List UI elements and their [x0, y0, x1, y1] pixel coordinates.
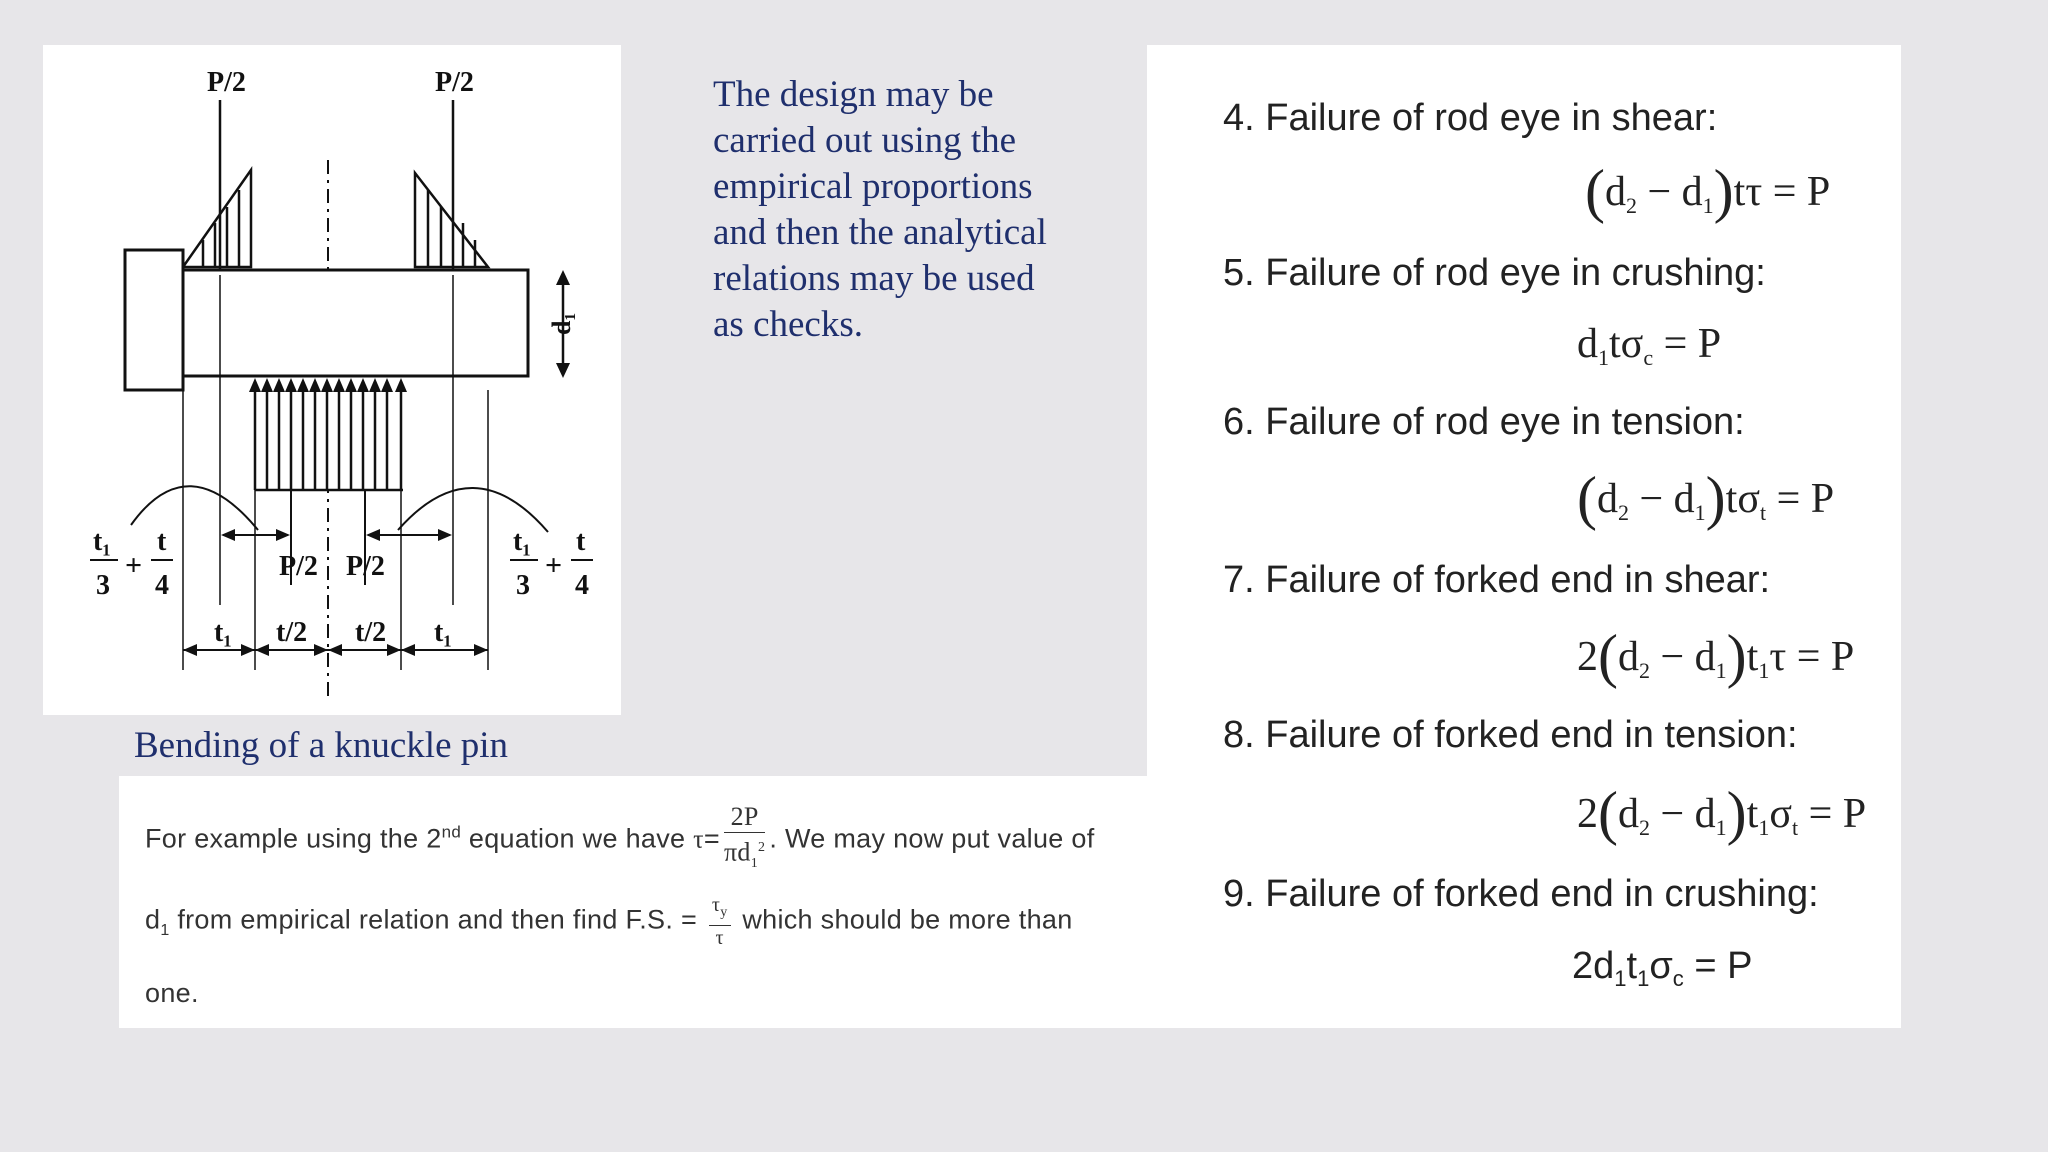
knuckle-pin-diagram [43, 45, 621, 715]
example-line-3: one. [145, 978, 199, 1008]
fs-fraction: $\frac{\tau_y}{\tau}$ [709, 893, 731, 950]
svg-text:4: 4 [155, 570, 169, 601]
frac-left-t1: t₁ [93, 526, 111, 557]
dim-t1-right: t₁ [434, 617, 452, 648]
failure-item-4: 4. Failure of rod eye in shear: [1223, 97, 1718, 139]
example-line-2: $d_1$ from empirical relation and then find F.S. = $\frac{\tau_y}{\tau}$ which should be more than [145, 894, 1073, 949]
svg-text:3: 3 [96, 570, 110, 601]
lower-load-label-right: P/2 [346, 551, 385, 582]
svg-text:3: 3 [516, 570, 530, 601]
equation-6: $(d_2 - d_1)t\sigma_t = P$ [1577, 465, 1835, 531]
triangular-load-right [415, 173, 488, 267]
pin-body [183, 270, 528, 376]
failure-item-8: 8. Failure of forked end in tension: [1223, 714, 1798, 756]
dim-t2-left: t/2 [276, 617, 308, 648]
equation-7: $2(d_2 - d_1)t_1\tau = P$ [1577, 623, 1855, 689]
dim-t2-right: t/2 [355, 617, 387, 648]
frac-right-t1: t₁ [513, 526, 531, 557]
design-description: The design may be carried out using the empirical proportions and then the analytical relations may be used as checks. [713, 74, 1047, 345]
failure-item-9: 9. Failure of forked end in crushing: [1223, 873, 1819, 915]
failure-item-7: 7. Failure of forked end in shear: [1223, 559, 1771, 601]
diagram-caption: Bending of a knuckle pin [134, 725, 509, 766]
d1-label: d₁ [547, 312, 576, 335]
lower-load-label-left: P/2 [279, 551, 318, 582]
svg-text:t: t [576, 526, 586, 557]
failure-item-6: 6. Failure of rod eye in tension: [1223, 401, 1745, 443]
load-label-left: P/2 [207, 67, 246, 98]
svg-text:t: t [157, 526, 167, 557]
svg-text:4: 4 [575, 570, 589, 601]
equation-9: $2d_1t_1\sigma_c = P$ [1572, 945, 1753, 991]
equation-8: $2(d_2 - d_1)t_1\sigma_t = P$ [1577, 780, 1867, 846]
curved-arrow-left [131, 486, 258, 530]
svg-text:+: + [125, 549, 143, 582]
svg-text:+: + [545, 549, 563, 582]
triangular-load-left [183, 170, 251, 267]
equation-5: $d_1t\sigma_c = P$ [1577, 321, 1722, 370]
equation-4: $(d_2 - d_1)t\tau = P$ [1585, 158, 1831, 224]
failure-item-5: 5. Failure of rod eye in crushing: [1223, 252, 1766, 294]
load-label-right: P/2 [435, 67, 474, 98]
tau-fraction: $\frac{2P}{\pi d_1^2}$ [723, 802, 766, 871]
example-line-1: For example using the 2nd equation we have τ= $\frac{2P}{\pi d_1^2}$ . We may now put value of [145, 802, 1095, 879]
pin-head [125, 250, 183, 390]
knuckle-pin-bending-figure [43, 45, 621, 715]
dim-t1-left: t₁ [214, 617, 232, 648]
